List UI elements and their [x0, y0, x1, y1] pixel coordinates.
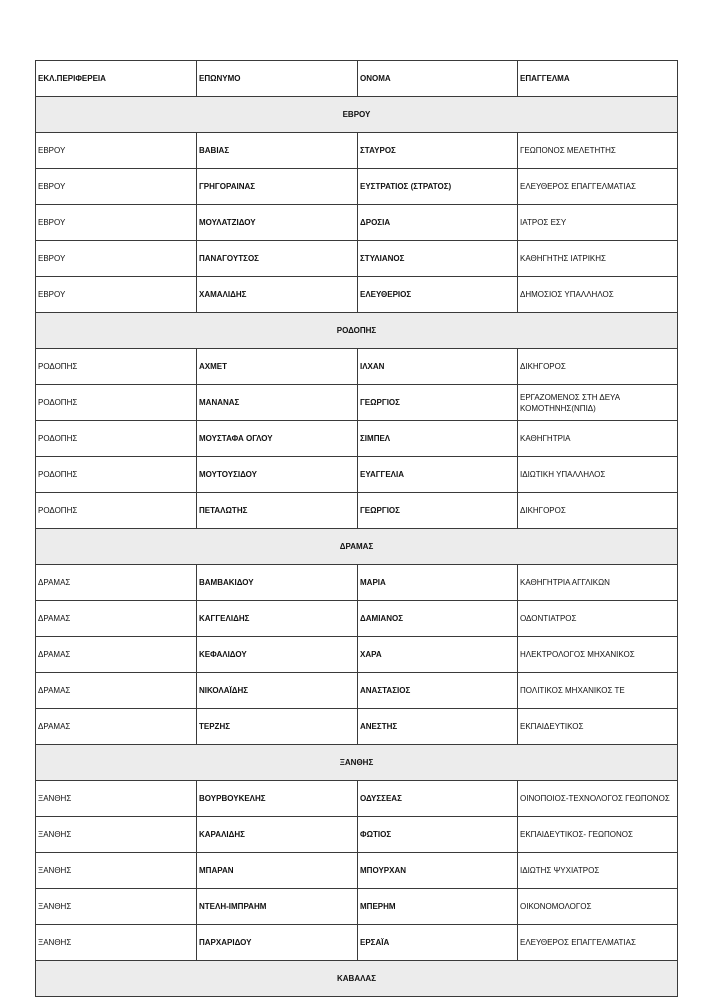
- cell-name: ΣΤΥΛΙΑΝΟΣ: [358, 241, 518, 277]
- cell-name: ΦΩΤΙΟΣ: [358, 817, 518, 853]
- table-row: [36, 637, 678, 673]
- cell-region: ΡΟΔΟΠΗΣ: [36, 457, 197, 493]
- cell-name: ΜΑΡΙΑ: [358, 565, 518, 601]
- cell-region: ΕΒΡΟΥ: [36, 169, 197, 205]
- table-row: [36, 601, 678, 637]
- table-row: [36, 277, 678, 313]
- cell-name: ΧΑΡΑ: [358, 637, 518, 673]
- cell-surname: ΚΑΡΑΛΙΔΗΣ: [197, 817, 358, 853]
- table-row: [36, 709, 678, 745]
- cell-name: ΕΥΣΤΡΑΤΙΟΣ (ΣΤΡΑΤΟΣ): [358, 169, 518, 205]
- cell-name: ΓΕΩΡΓΙΟΣ: [358, 493, 518, 529]
- cell-surname: ΠΑΡΧΑΡΙΔΟΥ: [197, 925, 358, 961]
- header-row: [36, 61, 678, 97]
- cell-region: ΞΑΝΘΗΣ: [36, 853, 197, 889]
- cell-surname: ΜΟΥΤΟΥΣΙΔΟΥ: [197, 457, 358, 493]
- cell-occupation: ΚΑΘΗΓΗΤΡΙΑ: [518, 421, 678, 457]
- cell-region: ΞΑΝΘΗΣ: [36, 889, 197, 925]
- table-row: [36, 493, 678, 529]
- cell-occupation: ΚΑΘΗΓΗΤΡΙΑ ΑΓΓΛΙΚΩΝ: [518, 565, 678, 601]
- cell-surname: ΠΑΝΑΓΟΥΤΣΟΣ: [197, 241, 358, 277]
- table-row: [36, 817, 678, 853]
- cell-occupation: ΙΑΤΡΟΣ ΕΣΥ: [518, 205, 678, 241]
- cell-name: ΔΑΜΙΑΝΟΣ: [358, 601, 518, 637]
- header-surname: ΕΠΩΝΥΜΟ: [197, 61, 358, 97]
- cell-occupation: ΙΔΙΩΤΗΣ ΨΥΧΙΑΤΡΟΣ: [518, 853, 678, 889]
- cell-surname: ΜΠΑΡΑΝ: [197, 853, 358, 889]
- table-row: [36, 421, 678, 457]
- table-row: [36, 457, 678, 493]
- cell-name: ΣΤΑΥΡΟΣ: [358, 133, 518, 169]
- cell-region: ΡΟΔΟΠΗΣ: [36, 421, 197, 457]
- cell-name: ΔΡΟΣΙΑ: [358, 205, 518, 241]
- cell-occupation: ΕΡΓΑΖΟΜΕΝΟΣ ΣΤΗ ΔΕΥΑ ΚΟΜΟΤΗΝΗΣ(ΝΠΙΔ): [518, 385, 678, 421]
- table-row: [36, 853, 678, 889]
- cell-occupation: ΙΔΙΩΤΙΚΗ ΥΠΑΛΛΗΛΟΣ: [518, 457, 678, 493]
- cell-occupation: ΔΗΜΟΣΙΟΣ ΥΠΑΛΛΗΛΟΣ: [518, 277, 678, 313]
- cell-region: ΕΒΡΟΥ: [36, 277, 197, 313]
- cell-region: ΞΑΝΘΗΣ: [36, 925, 197, 961]
- cell-surname: ΒΑΜΒΑΚΙΔΟΥ: [197, 565, 358, 601]
- cell-occupation: ΔΙΚΗΓΟΡΟΣ: [518, 349, 678, 385]
- cell-occupation: ΗΛΕΚΤΡΟΛΟΓΟΣ ΜΗΧΑΝΙΚΟΣ: [518, 637, 678, 673]
- cell-surname: ΜΑΝΑΝΑΣ: [197, 385, 358, 421]
- cell-surname: ΒΑΒΙΑΣ: [197, 133, 358, 169]
- cell-occupation: ΟΔΟΝΤΙΑΤΡΟΣ: [518, 601, 678, 637]
- cell-name: ΜΠΕΡΗΜ: [358, 889, 518, 925]
- cell-surname: ΤΕΡΖΗΣ: [197, 709, 358, 745]
- cell-surname: ΠΕΤΑΛΩΤΗΣ: [197, 493, 358, 529]
- table-row: [36, 565, 678, 601]
- table-row: [36, 169, 678, 205]
- table-body: [36, 97, 678, 997]
- cell-occupation: ΟΙΝΟΠΟΙΟΣ-ΤΕΧΝΟΛΟΓΟΣ ΓΕΩΠΟΝΟΣ: [518, 781, 678, 817]
- cell-occupation: ΟΙΚΟΝΟΜΟΛΟΓΟΣ: [518, 889, 678, 925]
- region-group-title: ΚΑΒΑΛΑΣ: [36, 961, 678, 997]
- table-row: [36, 925, 678, 961]
- cell-name: ΟΔΥΣΣΕΑΣ: [358, 781, 518, 817]
- cell-occupation: ΓΕΩΠΟΝΟΣ ΜΕΛΕΤΗΤΗΣ: [518, 133, 678, 169]
- table-row: [36, 889, 678, 925]
- region-group-title: ΔΡΑΜΑΣ: [36, 529, 678, 565]
- cell-region: ΞΑΝΘΗΣ: [36, 781, 197, 817]
- header-occupation: ΕΠΑΓΓΕΛΜΑ: [518, 61, 678, 97]
- cell-region: ΔΡΑΜΑΣ: [36, 673, 197, 709]
- header-region: ΕΚΛ.ΠΕΡΙΦΕΡΕΙΑ: [36, 61, 197, 97]
- region-group-title: ΡΟΔΟΠΗΣ: [36, 313, 678, 349]
- cell-name: ΓΕΩΡΓΙΟΣ: [358, 385, 518, 421]
- region-group-row: [36, 529, 678, 565]
- cell-region: ΕΒΡΟΥ: [36, 133, 197, 169]
- region-group-row: [36, 97, 678, 133]
- cell-surname: ΒΟΥΡΒΟΥΚΕΛΗΣ: [197, 781, 358, 817]
- region-group-row: [36, 961, 678, 997]
- cell-occupation: ΕΛΕΥΘΕΡΟΣ ΕΠΑΓΓΕΛΜΑΤΙΑΣ: [518, 169, 678, 205]
- cell-name: ΙΛΧΑΝ: [358, 349, 518, 385]
- cell-region: ΕΒΡΟΥ: [36, 241, 197, 277]
- cell-occupation: ΕΚΠΑΙΔΕΥΤΙΚΟΣ- ΓΕΩΠΟΝΟΣ: [518, 817, 678, 853]
- cell-region: ΕΒΡΟΥ: [36, 205, 197, 241]
- cell-occupation: ΚΑΘΗΓΗΤΗΣ ΙΑΤΡΙΚΗΣ: [518, 241, 678, 277]
- cell-region: ΔΡΑΜΑΣ: [36, 709, 197, 745]
- table-row: [36, 385, 678, 421]
- cell-name: ΑΝΕΣΤΗΣ: [358, 709, 518, 745]
- cell-name: ΕΥΑΓΓΕΛΙΑ: [358, 457, 518, 493]
- cell-occupation: ΕΛΕΥΘΕΡΟΣ ΕΠΑΓΓΕΛΜΑΤΙΑΣ: [518, 925, 678, 961]
- table-row: [36, 241, 678, 277]
- cell-name: ΜΠΟΥΡΧΑΝ: [358, 853, 518, 889]
- cell-name: ΕΡΣΑΪΑ: [358, 925, 518, 961]
- cell-region: ΔΡΑΜΑΣ: [36, 601, 197, 637]
- cell-region: ΡΟΔΟΠΗΣ: [36, 349, 197, 385]
- region-group-row: [36, 313, 678, 349]
- region-group-row: [36, 745, 678, 781]
- cell-surname: ΧΑΜΑΛΙΔΗΣ: [197, 277, 358, 313]
- cell-name: ΕΛΕΥΘΕΡΙΟΣ: [358, 277, 518, 313]
- table-row: [36, 133, 678, 169]
- table-row: [36, 349, 678, 385]
- region-group-title: ΕΒΡΟΥ: [36, 97, 678, 133]
- cell-surname: ΜΟΥΣΤΑΦΑ ΟΓΛΟΥ: [197, 421, 358, 457]
- cell-surname: ΚΑΓΓΕΛΙΔΗΣ: [197, 601, 358, 637]
- cell-name: ΣΙΜΠΕΛ: [358, 421, 518, 457]
- cell-region: ΡΟΔΟΠΗΣ: [36, 385, 197, 421]
- table-row: [36, 205, 678, 241]
- header-name: ΟΝΟΜΑ: [358, 61, 518, 97]
- cell-surname: ΑΧΜΕΤ: [197, 349, 358, 385]
- cell-surname: ΝΤΕΛΗ-ΙΜΠΡΑΗΜ: [197, 889, 358, 925]
- region-group-title: ΞΑΝΘΗΣ: [36, 745, 678, 781]
- cell-surname: ΝΙΚΟΛΑΪΔΗΣ: [197, 673, 358, 709]
- cell-occupation: ΠΟΛΙΤΙΚΟΣ ΜΗΧΑΝΙΚΟΣ ΤΕ: [518, 673, 678, 709]
- cell-region: ΔΡΑΜΑΣ: [36, 565, 197, 601]
- cell-region: ΔΡΑΜΑΣ: [36, 637, 197, 673]
- cell-surname: ΚΕΦΑΛΙΔΟΥ: [197, 637, 358, 673]
- cell-surname: ΜΟΥΛΑΤΖΙΔΟΥ: [197, 205, 358, 241]
- cell-region: ΞΑΝΘΗΣ: [36, 817, 197, 853]
- candidates-table: [35, 60, 678, 997]
- cell-surname: ΓΡΗΓΟΡΑΙΝΑΣ: [197, 169, 358, 205]
- cell-occupation: ΕΚΠΑΙΔΕΥΤΙΚΟΣ: [518, 709, 678, 745]
- cell-occupation: ΔΙΚΗΓΟΡΟΣ: [518, 493, 678, 529]
- table-row: [36, 781, 678, 817]
- cell-name: ΑΝΑΣΤΑΣΙΟΣ: [358, 673, 518, 709]
- cell-region: ΡΟΔΟΠΗΣ: [36, 493, 197, 529]
- table-row: [36, 673, 678, 709]
